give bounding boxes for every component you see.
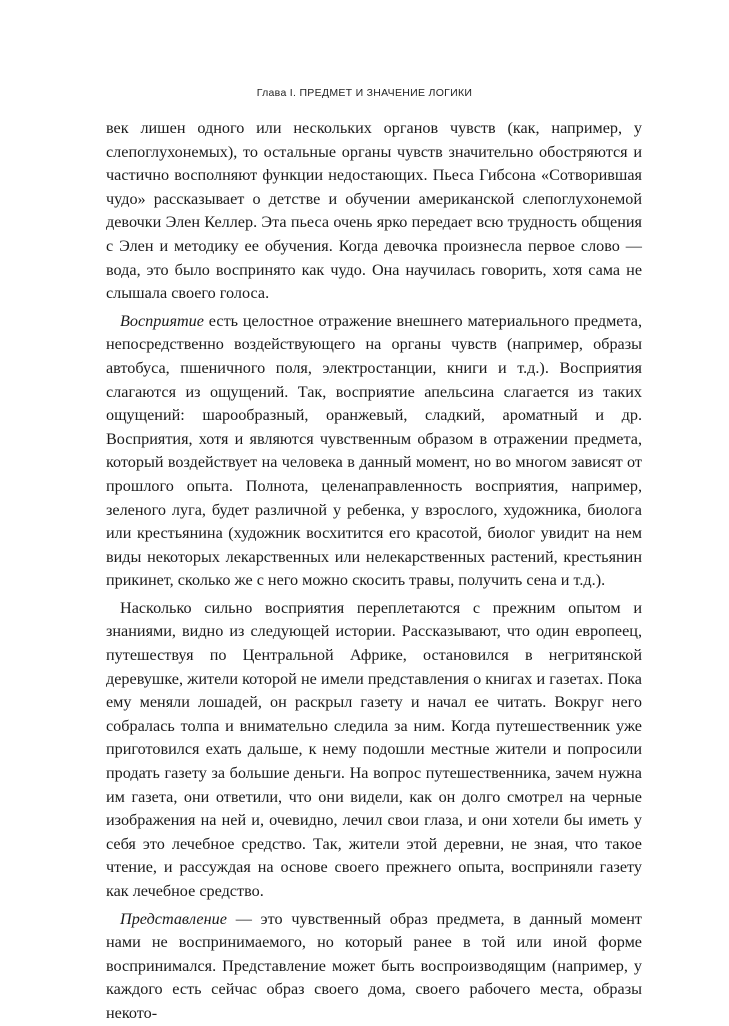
- running-head: Глава I. ПРЕДМЕТ И ЗНАЧЕНИЕ ЛОГИКИ: [256, 87, 473, 99]
- body-text: [106, 117, 642, 1026]
- term-representation: Представление: [120, 909, 227, 928]
- paragraph-continuation: [106, 117, 642, 306]
- paragraph-text: — это чувственный образ предмета, в данный момент нами не воспринимаемого, но который ранее в той или иной форме воспринимался. Представление может быть воспроизводящим (например, у каждого есть сейчас образ своего дома, своего рабочего места, образы некото-: [106, 909, 642, 1022]
- paragraph-story: [106, 597, 642, 904]
- paragraph-text: есть целостное отражение внешнего материального предмета, непосредственно воздействующего на органы чувств (например, образы автобуса, пшеничного поля, электростанции, книги и т.д.). Восприятия слагаются из ощущений. Так, восприятие апельсина слагается из таких ощущений: шарообразный, оранжевый, сладкий, ароматный и др. Восприятия, хотя и являются чувственным образом в отражении предмета, который воздействует на человека в данный момент, но во многом зависят от прошлого опыта. Полнота, целенаправленность восприятия, например, зеленого луга, будет различной у ребенка, у взрослого, художника, биолога или крестьянина (художник восхитится его красотой, биолог увидит на нем виды некоторых лекарственных или нелекарственных растений, крестьянин прикинет, сколько же с него можно скосить травы, получить сена и т.д.).: [106, 311, 642, 590]
- term-perception: Восприятие: [120, 311, 204, 330]
- paragraph-representation: [106, 908, 642, 1026]
- paragraph-text: Насколько сильно восприятия переплетаются с прежним опытом и знаниями, видно из следующей истории. Рассказывают, что один европеец, путешествуя по Центральной Африке, остановился в негритянской деревушке, жители которой не имели представления о книгах и газетах. Пока ему меняли лошадей, он раскрыл газету и начал ее читать. Вокруг него собралась толпа и внимательно следила за ним. Когда путешественник уже приготовился ехать дальше, к нему подошли местные жители и попросили продать газету за большие деньги. На вопрос путешественника, зачем нужна им газета, они ответили, что они видели, как он долго смотрел на черные изображения на ней и, очевидно, лечил свои глаза, и они хотели бы иметь у себя это лечебное средство. Так, жители этой деревни, не зная, что такое чтение, и рассуждая на основе своего прежнего опыта, восприняли газету как лечебное средство.: [106, 598, 642, 900]
- paragraph-perception: [106, 310, 642, 593]
- paragraph-text: век лишен одного или нескольких органов чувств (как, например, у слепоглухонемых), то остальные органы чувств значительно обостряются и частично восполняют функции недостающих. Пьеса Гибсона «Сотворившая чудо» рассказывает о детстве и обучении американской слепоглухонемой девочки Элен Келлер. Эта пьеса очень ярко передает всю трудность общения с Элен и методику ее обучения. Когда девочка произнесла первое слово — вода, это было воспринято как чудо. Она научилась говорить, хотя сама не слышала своего голоса.: [106, 119, 642, 303]
